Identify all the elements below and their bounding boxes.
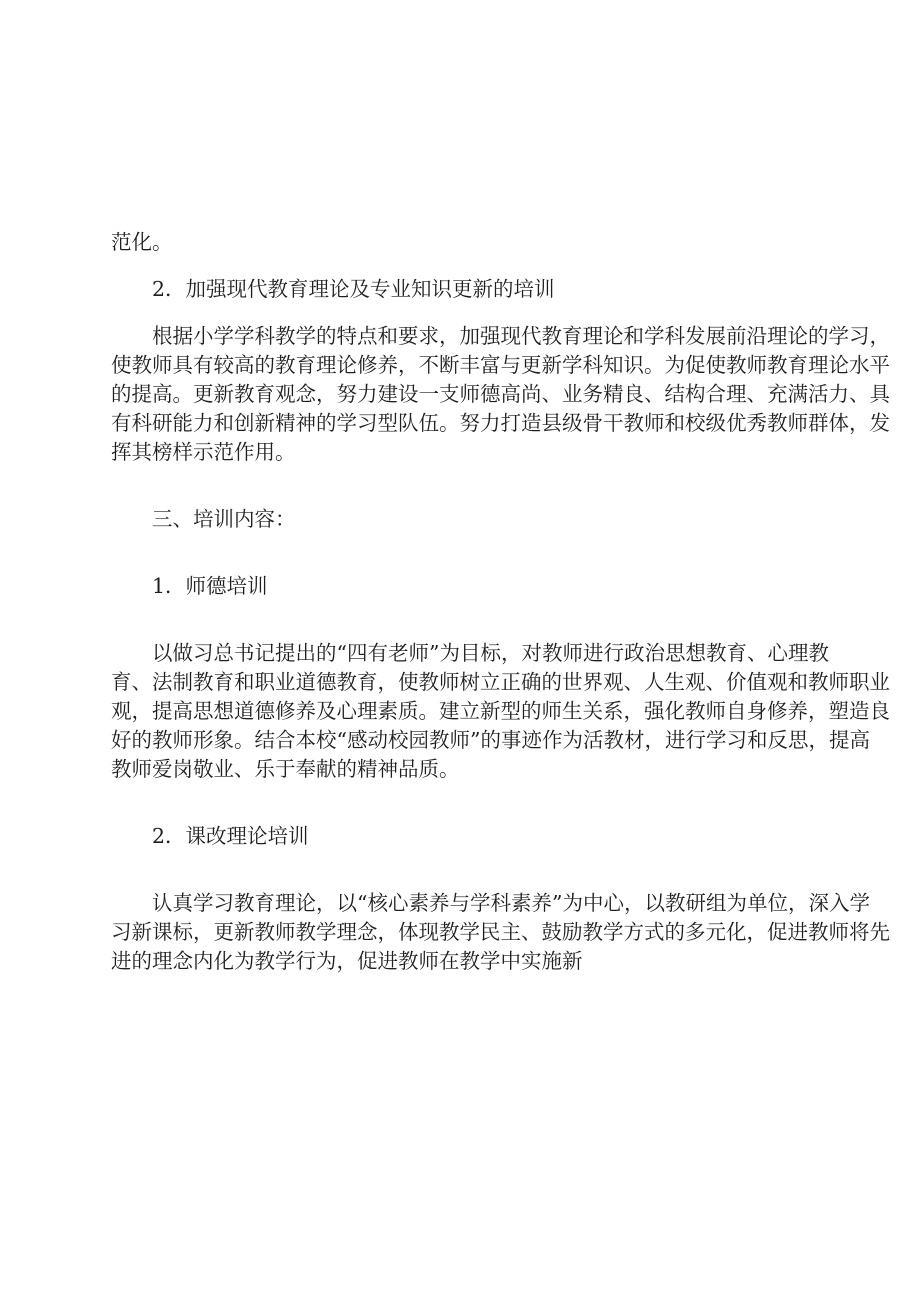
paragraph-line: 的提高。更新教育观念，努力建设一支师德高尚、业务精良、结构合理、充满活力、具	[111, 382, 890, 406]
paragraph-line: 习新课标，更新教师教学理念，体现教学民主、鼓励教学方式的多元化，促进教师将先	[111, 920, 890, 944]
paragraph-line: 使教师具有较高的教育理论修养，不断丰富与更新学科知识。为促使教师教育理论水平	[111, 353, 890, 377]
document-body	[111, 228, 890, 976]
item2-heading: 2．课改理论培训	[152, 824, 309, 848]
paragraph-line: 以做习总书记提出的“四有老师”为目标，对教师进行政治思想教育、心理教	[152, 641, 829, 665]
paragraph-line: 认真学习教育理论，以“核心素养与学科素养”为中心，以教研组为单位，深入学	[152, 891, 870, 915]
paragraph-line: 教师爱岗敬业、乐于奉献的精神品质。	[111, 757, 460, 781]
item1-heading: 1．师德培训	[152, 574, 268, 598]
item2-paragraph	[111, 889, 890, 976]
section2-heading: 2．加强现代教育理论及专业知识更新的培训	[152, 277, 555, 301]
paragraph-continuation: 范化。	[111, 230, 173, 254]
item1-paragraph	[111, 639, 890, 784]
section2-paragraph	[111, 322, 890, 467]
paragraph-line: 观，提高思想道德修养及心理素质。建立新型的师生关系，强化教师自身修养，塑造良	[111, 699, 890, 723]
paragraph-line: 育、法制教育和职业道德教育，使教师树立正确的世界观、人生观、价值观和教师职业	[111, 670, 890, 694]
paragraph-line: 好的教师形象。结合本校“感动校园教师”的事迹作为活教材，进行学习和反思，提高	[111, 728, 870, 752]
paragraph-line: 进的理念内化为教学行为，促进教师在教学中实施新	[111, 949, 583, 973]
section3-heading: 三、培训内容：	[152, 507, 296, 531]
paragraph-line: 有科研能力和创新精神的学习型队伍。努力打造县级骨干教师和校级优秀教师群体，发	[111, 411, 890, 435]
paragraph-line: 根据小学学科教学的特点和要求，加强现代教育理论和学科发展前沿理论的学习，	[152, 324, 890, 348]
paragraph-line: 挥其榜样示范作用。	[111, 440, 296, 464]
